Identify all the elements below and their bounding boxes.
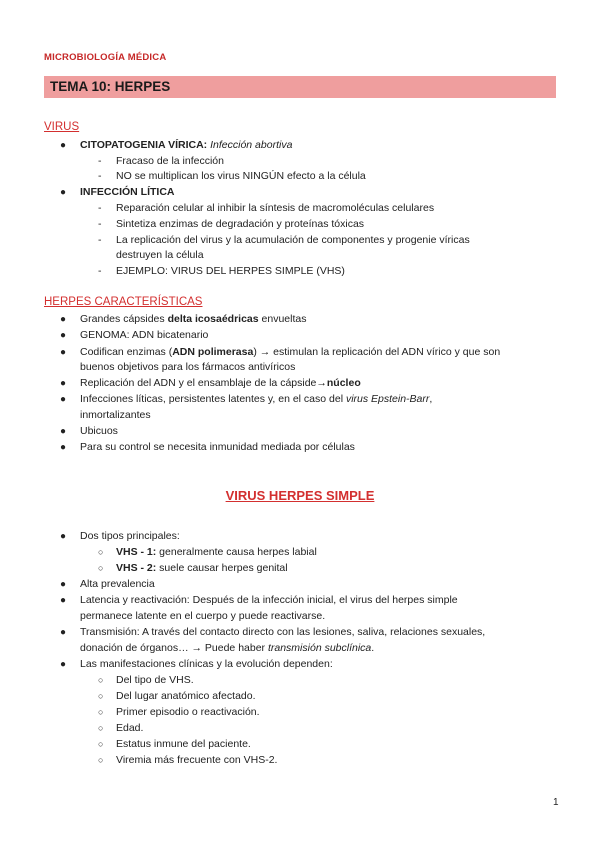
list-item: Grandes cápsides delta icosaédricas envueltas: [80, 313, 307, 325]
circle-bullet-icon: ○: [98, 739, 104, 749]
list-subitem: Del lugar anatómico afectado.: [116, 690, 256, 702]
list-subitem: Fracaso de la infección: [116, 155, 224, 167]
bullet-icon: ●: [60, 579, 67, 590]
list-item: Replicación del ADN y el ensamblaje de la cápside→núcleo: [80, 377, 361, 389]
circle-bullet-icon: ○: [98, 755, 104, 765]
list-item: Dos tipos principales:: [80, 530, 180, 542]
list-subitem: Viremia más frecuente con VHS-2.: [116, 754, 278, 766]
dash-icon: -: [98, 218, 102, 230]
list-subitem: Estatus inmune del paciente.: [116, 738, 251, 750]
list-subitem-continuation: destruyen la célula: [116, 249, 204, 261]
bullet-icon: ●: [60, 659, 67, 670]
circle-bullet-icon: ○: [98, 707, 104, 717]
bullet-icon: ●: [60, 330, 67, 341]
list-item: Transmisión: A través del contacto directo con las lesiones, saliva, relaciones sexuales,: [80, 626, 486, 638]
dash-icon: -: [98, 202, 102, 214]
list-subitem: Reparación celular al inhibir la síntesis de macromoléculas celulares: [116, 202, 435, 214]
bullet-icon: ●: [60, 140, 67, 151]
list-subitem: La replicación del virus y la acumulación de componentes y progenie víricas: [116, 234, 470, 246]
list-item: INFECCIÓN LÍTICA: [80, 186, 175, 198]
dash-icon: -: [98, 234, 102, 246]
list-item-continuation: buenos objetivos para los fármacos antivíricos: [80, 361, 296, 373]
page-title: TEMA 10: HERPES: [50, 79, 171, 94]
title-band: [44, 76, 556, 98]
subject-label: MICROBIOLOGÍA MÉDICA: [44, 52, 167, 63]
bullet-icon: ●: [60, 394, 67, 405]
bullet-icon: ●: [60, 347, 67, 358]
circle-bullet-icon: ○: [98, 547, 104, 557]
list-subitem: EJEMPLO: VIRUS DEL HERPES SIMPLE (VHS): [116, 265, 345, 277]
section-heading-caracteristicas: HERPES CARACTERÍSTICAS: [44, 296, 203, 308]
bullet-icon: ●: [60, 378, 67, 389]
bullet-icon: ●: [60, 595, 67, 606]
list-item-continuation: donación de órganos… → Puede haber transmisión subclínica.: [80, 642, 375, 654]
list-subitem: Sintetiza enzimas de degradación y proteínas tóxicas: [116, 218, 365, 230]
circle-bullet-icon: ○: [98, 675, 104, 685]
dash-icon: -: [98, 265, 102, 277]
list-item: Infecciones líticas, persistentes latentes y, en el caso del virus Epstein-Barr,: [80, 393, 433, 405]
dash-icon: -: [98, 170, 102, 182]
bullet-icon: ●: [60, 442, 67, 453]
circle-bullet-icon: ○: [98, 563, 104, 573]
list-item: Codifican enzimas (ADN polimerasa) → estimulan la replicación del ADN vírico y que son: [80, 346, 501, 358]
bullet-icon: ●: [60, 187, 67, 198]
list-item: Las manifestaciones clínicas y la evolución dependen:: [80, 658, 333, 670]
page-number: 1: [553, 797, 559, 808]
list-subitem: Del tipo de VHS.: [116, 674, 194, 686]
bullet-icon: ●: [60, 627, 67, 638]
list-item: Latencia y reactivación: Después de la infección inicial, el virus del herpes simple: [80, 594, 458, 606]
list-subitem: Primer episodio o reactivación.: [116, 706, 260, 718]
list-subitem: VHS - 2: suele causar herpes genital: [116, 562, 288, 574]
list-item: Alta prevalencia: [80, 578, 155, 590]
list-item: CITOPATOGENIA VÍRICA: Infección abortiva: [80, 139, 293, 151]
bullet-icon: ●: [60, 314, 67, 325]
list-item: Ubicuos: [80, 425, 118, 437]
section-heading-vhs: VIRUS HERPES SIMPLE: [225, 488, 375, 503]
list-subitem: VHS - 1: generalmente causa herpes labial: [116, 546, 317, 558]
list-subitem: Edad.: [116, 722, 144, 734]
circle-bullet-icon: ○: [98, 723, 104, 733]
section-heading-virus: VIRUS: [44, 121, 80, 133]
list-subitem: NO se multiplican los virus NINGÚN efecto a la célula: [116, 170, 366, 182]
list-item: Para su control se necesita inmunidad mediada por células: [80, 441, 355, 453]
bullet-icon: ●: [60, 426, 67, 437]
list-item-continuation: permanece latente en el cuerpo y puede reactivarse.: [80, 610, 326, 622]
bullet-icon: ●: [60, 531, 67, 542]
dash-icon: -: [98, 155, 102, 167]
list-item: GENOMA: ADN bicatenario: [80, 329, 209, 341]
list-item-continuation: inmortalizantes: [80, 409, 151, 421]
circle-bullet-icon: ○: [98, 691, 104, 701]
